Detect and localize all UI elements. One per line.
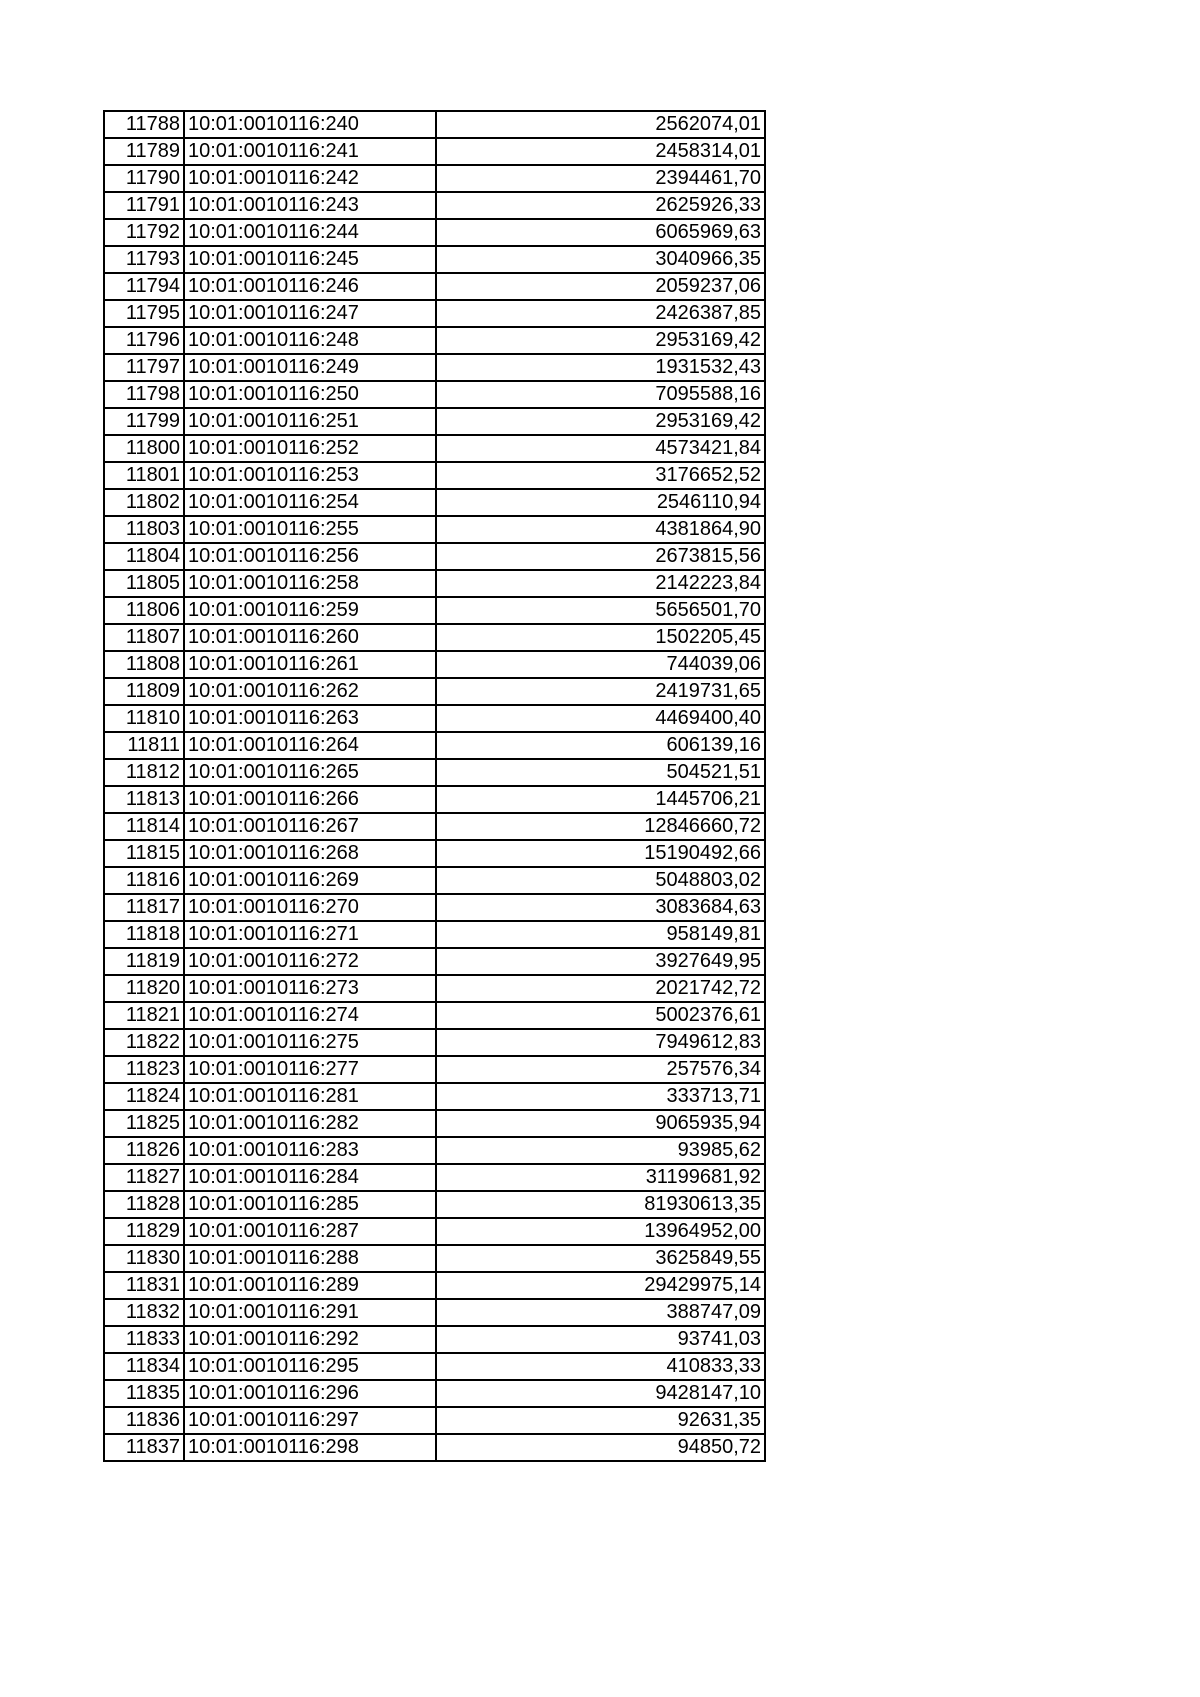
value-cell: 410833,33 xyxy=(436,1353,765,1380)
cadastral-number-cell: 10:01:0010116:240 xyxy=(184,111,436,138)
table-row xyxy=(104,948,765,975)
row-number-cell: 11827 xyxy=(104,1164,184,1191)
value-cell: 3927649,95 xyxy=(436,948,765,975)
value-cell: 6065969,63 xyxy=(436,219,765,246)
cadastral-number-cell: 10:01:0010116:282 xyxy=(184,1110,436,1137)
cadastral-number-cell: 10:01:0010116:274 xyxy=(184,1002,436,1029)
row-number-cell: 11837 xyxy=(104,1434,184,1461)
table-row xyxy=(104,1299,765,1326)
value-cell: 9065935,94 xyxy=(436,1110,765,1137)
table-row xyxy=(104,1137,765,1164)
table-row xyxy=(104,1002,765,1029)
table-row xyxy=(104,975,765,1002)
value-cell: 7949612,83 xyxy=(436,1029,765,1056)
table-row xyxy=(104,1326,765,1353)
row-number-cell: 11803 xyxy=(104,516,184,543)
row-number-cell: 11819 xyxy=(104,948,184,975)
cadastral-number-cell: 10:01:0010116:243 xyxy=(184,192,436,219)
cadastral-number-cell: 10:01:0010116:288 xyxy=(184,1245,436,1272)
value-cell: 2953169,42 xyxy=(436,327,765,354)
table-row xyxy=(104,1353,765,1380)
value-cell: 93741,03 xyxy=(436,1326,765,1353)
row-number-cell: 11789 xyxy=(104,138,184,165)
cadastral-number-cell: 10:01:0010116:285 xyxy=(184,1191,436,1218)
table-row xyxy=(104,651,765,678)
table-row xyxy=(104,354,765,381)
row-number-cell: 11812 xyxy=(104,759,184,786)
cadastral-number-cell: 10:01:0010116:246 xyxy=(184,273,436,300)
row-number-cell: 11808 xyxy=(104,651,184,678)
value-cell: 388747,09 xyxy=(436,1299,765,1326)
row-number-cell: 11790 xyxy=(104,165,184,192)
value-cell: 5656501,70 xyxy=(436,597,765,624)
row-number-cell: 11809 xyxy=(104,678,184,705)
cadastral-number-cell: 10:01:0010116:247 xyxy=(184,300,436,327)
cadastral-number-cell: 10:01:0010116:250 xyxy=(184,381,436,408)
row-number-cell: 11826 xyxy=(104,1137,184,1164)
cadastral-number-cell: 10:01:0010116:275 xyxy=(184,1029,436,1056)
row-number-cell: 11811 xyxy=(104,732,184,759)
table-row xyxy=(104,300,765,327)
table-row xyxy=(104,705,765,732)
cadastral-number-cell: 10:01:0010116:267 xyxy=(184,813,436,840)
cadastral-number-cell: 10:01:0010116:242 xyxy=(184,165,436,192)
value-cell: 2953169,42 xyxy=(436,408,765,435)
table-row xyxy=(104,597,765,624)
table-row xyxy=(104,1434,765,1461)
value-cell: 5048803,02 xyxy=(436,867,765,894)
table-row xyxy=(104,408,765,435)
value-cell: 2142223,84 xyxy=(436,570,765,597)
cadastral-number-cell: 10:01:0010116:251 xyxy=(184,408,436,435)
row-number-cell: 11818 xyxy=(104,921,184,948)
value-cell: 31199681,92 xyxy=(436,1164,765,1191)
value-cell: 7095588,16 xyxy=(436,381,765,408)
table-row xyxy=(104,1164,765,1191)
table-row xyxy=(104,759,765,786)
cadastral-number-cell: 10:01:0010116:255 xyxy=(184,516,436,543)
row-number-cell: 11793 xyxy=(104,246,184,273)
row-number-cell: 11798 xyxy=(104,381,184,408)
row-number-cell: 11829 xyxy=(104,1218,184,1245)
value-cell: 94850,72 xyxy=(436,1434,765,1461)
cadastral-number-cell: 10:01:0010116:266 xyxy=(184,786,436,813)
cadastral-number-cell: 10:01:0010116:252 xyxy=(184,435,436,462)
value-cell: 744039,06 xyxy=(436,651,765,678)
cadastral-number-cell: 10:01:0010116:269 xyxy=(184,867,436,894)
cadastral-number-cell: 10:01:0010116:287 xyxy=(184,1218,436,1245)
value-cell: 2625926,33 xyxy=(436,192,765,219)
value-cell: 2419731,65 xyxy=(436,678,765,705)
value-cell: 4573421,84 xyxy=(436,435,765,462)
table-row xyxy=(104,381,765,408)
row-number-cell: 11807 xyxy=(104,624,184,651)
row-number-cell: 11804 xyxy=(104,543,184,570)
table-row xyxy=(104,273,765,300)
cadastral-number-cell: 10:01:0010116:296 xyxy=(184,1380,436,1407)
row-number-cell: 11813 xyxy=(104,786,184,813)
cadastral-number-cell: 10:01:0010116:283 xyxy=(184,1137,436,1164)
cadastral-number-cell: 10:01:0010116:258 xyxy=(184,570,436,597)
table-row xyxy=(104,1380,765,1407)
row-number-cell: 11816 xyxy=(104,867,184,894)
table-row xyxy=(104,678,765,705)
cadastral-number-cell: 10:01:0010116:254 xyxy=(184,489,436,516)
value-cell: 3040966,35 xyxy=(436,246,765,273)
table-row xyxy=(104,1218,765,1245)
table-row xyxy=(104,516,765,543)
table-row xyxy=(104,894,765,921)
value-cell: 3176652,52 xyxy=(436,462,765,489)
cadastral-number-cell: 10:01:0010116:271 xyxy=(184,921,436,948)
row-number-cell: 11836 xyxy=(104,1407,184,1434)
row-number-cell: 11832 xyxy=(104,1299,184,1326)
row-number-cell: 11824 xyxy=(104,1083,184,1110)
cadastral-number-cell: 10:01:0010116:241 xyxy=(184,138,436,165)
cadastral-number-cell: 10:01:0010116:244 xyxy=(184,219,436,246)
value-cell: 958149,81 xyxy=(436,921,765,948)
row-number-cell: 11805 xyxy=(104,570,184,597)
row-number-cell: 11834 xyxy=(104,1353,184,1380)
row-number-cell: 11796 xyxy=(104,327,184,354)
value-cell: 2673815,56 xyxy=(436,543,765,570)
value-cell: 92631,35 xyxy=(436,1407,765,1434)
table-row xyxy=(104,165,765,192)
value-cell: 1931532,43 xyxy=(436,354,765,381)
table-row xyxy=(104,138,765,165)
row-number-cell: 11823 xyxy=(104,1056,184,1083)
table-row xyxy=(104,921,765,948)
table-row xyxy=(104,327,765,354)
table-row xyxy=(104,1110,765,1137)
table-row xyxy=(104,435,765,462)
value-cell: 2394461,70 xyxy=(436,165,765,192)
value-cell: 29429975,14 xyxy=(436,1272,765,1299)
row-number-cell: 11820 xyxy=(104,975,184,1002)
row-number-cell: 11800 xyxy=(104,435,184,462)
value-cell: 257576,34 xyxy=(436,1056,765,1083)
row-number-cell: 11792 xyxy=(104,219,184,246)
row-number-cell: 11795 xyxy=(104,300,184,327)
cadastral-value-table xyxy=(103,110,766,1462)
row-number-cell: 11794 xyxy=(104,273,184,300)
value-cell: 13964952,00 xyxy=(436,1218,765,1245)
value-cell: 3083684,63 xyxy=(436,894,765,921)
cadastral-number-cell: 10:01:0010116:289 xyxy=(184,1272,436,1299)
cadastral-number-cell: 10:01:0010116:249 xyxy=(184,354,436,381)
cadastral-number-cell: 10:01:0010116:277 xyxy=(184,1056,436,1083)
value-cell: 2458314,01 xyxy=(436,138,765,165)
row-number-cell: 11825 xyxy=(104,1110,184,1137)
cadastral-number-cell: 10:01:0010116:295 xyxy=(184,1353,436,1380)
value-cell: 2562074,01 xyxy=(436,111,765,138)
cadastral-number-cell: 10:01:0010116:253 xyxy=(184,462,436,489)
table-row xyxy=(104,867,765,894)
row-number-cell: 11791 xyxy=(104,192,184,219)
value-cell: 9428147,10 xyxy=(436,1380,765,1407)
value-cell: 4381864,90 xyxy=(436,516,765,543)
table-row xyxy=(104,1272,765,1299)
cadastral-number-cell: 10:01:0010116:297 xyxy=(184,1407,436,1434)
value-cell: 15190492,66 xyxy=(436,840,765,867)
table-row xyxy=(104,219,765,246)
value-cell: 2021742,72 xyxy=(436,975,765,1002)
row-number-cell: 11828 xyxy=(104,1191,184,1218)
value-cell: 4469400,40 xyxy=(436,705,765,732)
value-cell: 3625849,55 xyxy=(436,1245,765,1272)
cadastral-number-cell: 10:01:0010116:263 xyxy=(184,705,436,732)
cadastral-number-cell: 10:01:0010116:273 xyxy=(184,975,436,1002)
row-number-cell: 11799 xyxy=(104,408,184,435)
row-number-cell: 11835 xyxy=(104,1380,184,1407)
value-cell: 12846660,72 xyxy=(436,813,765,840)
value-cell: 5002376,61 xyxy=(436,1002,765,1029)
table-row xyxy=(104,462,765,489)
table-row xyxy=(104,840,765,867)
cadastral-number-cell: 10:01:0010116:291 xyxy=(184,1299,436,1326)
row-number-cell: 11802 xyxy=(104,489,184,516)
table-row xyxy=(104,732,765,759)
table-row xyxy=(104,1083,765,1110)
row-number-cell: 11830 xyxy=(104,1245,184,1272)
cadastral-number-cell: 10:01:0010116:245 xyxy=(184,246,436,273)
cadastral-number-cell: 10:01:0010116:262 xyxy=(184,678,436,705)
row-number-cell: 11806 xyxy=(104,597,184,624)
table-row xyxy=(104,1029,765,1056)
cadastral-number-cell: 10:01:0010116:260 xyxy=(184,624,436,651)
table-row xyxy=(104,570,765,597)
table-row xyxy=(104,111,765,138)
cadastral-number-cell: 10:01:0010116:292 xyxy=(184,1326,436,1353)
row-number-cell: 11833 xyxy=(104,1326,184,1353)
row-number-cell: 11821 xyxy=(104,1002,184,1029)
table-row xyxy=(104,543,765,570)
value-cell: 1502205,45 xyxy=(436,624,765,651)
value-cell: 606139,16 xyxy=(436,732,765,759)
row-number-cell: 11788 xyxy=(104,111,184,138)
row-number-cell: 11817 xyxy=(104,894,184,921)
row-number-cell: 11814 xyxy=(104,813,184,840)
cadastral-number-cell: 10:01:0010116:259 xyxy=(184,597,436,624)
cadastral-number-cell: 10:01:0010116:298 xyxy=(184,1434,436,1461)
row-number-cell: 11815 xyxy=(104,840,184,867)
table-row xyxy=(104,1056,765,1083)
table-row xyxy=(104,786,765,813)
value-cell: 2426387,85 xyxy=(436,300,765,327)
cadastral-number-cell: 10:01:0010116:281 xyxy=(184,1083,436,1110)
cadastral-number-cell: 10:01:0010116:265 xyxy=(184,759,436,786)
value-cell: 504521,51 xyxy=(436,759,765,786)
row-number-cell: 11822 xyxy=(104,1029,184,1056)
cadastral-number-cell: 10:01:0010116:268 xyxy=(184,840,436,867)
value-cell: 2546110,94 xyxy=(436,489,765,516)
value-cell: 2059237,06 xyxy=(436,273,765,300)
row-number-cell: 11831 xyxy=(104,1272,184,1299)
table-row xyxy=(104,1407,765,1434)
row-number-cell: 11797 xyxy=(104,354,184,381)
table-body xyxy=(104,111,765,1461)
value-cell: 333713,71 xyxy=(436,1083,765,1110)
table-row xyxy=(104,1191,765,1218)
value-cell: 81930613,35 xyxy=(436,1191,765,1218)
table-row xyxy=(104,489,765,516)
cadastral-number-cell: 10:01:0010116:248 xyxy=(184,327,436,354)
table-row xyxy=(104,246,765,273)
cadastral-number-cell: 10:01:0010116:264 xyxy=(184,732,436,759)
cadastral-number-cell: 10:01:0010116:256 xyxy=(184,543,436,570)
table-row xyxy=(104,624,765,651)
table-row xyxy=(104,192,765,219)
value-cell: 93985,62 xyxy=(436,1137,765,1164)
row-number-cell: 11810 xyxy=(104,705,184,732)
cadastral-number-cell: 10:01:0010116:272 xyxy=(184,948,436,975)
cadastral-number-cell: 10:01:0010116:261 xyxy=(184,651,436,678)
cadastral-number-cell: 10:01:0010116:284 xyxy=(184,1164,436,1191)
table-row xyxy=(104,1245,765,1272)
row-number-cell: 11801 xyxy=(104,462,184,489)
table-row xyxy=(104,813,765,840)
cadastral-number-cell: 10:01:0010116:270 xyxy=(184,894,436,921)
value-cell: 1445706,21 xyxy=(436,786,765,813)
